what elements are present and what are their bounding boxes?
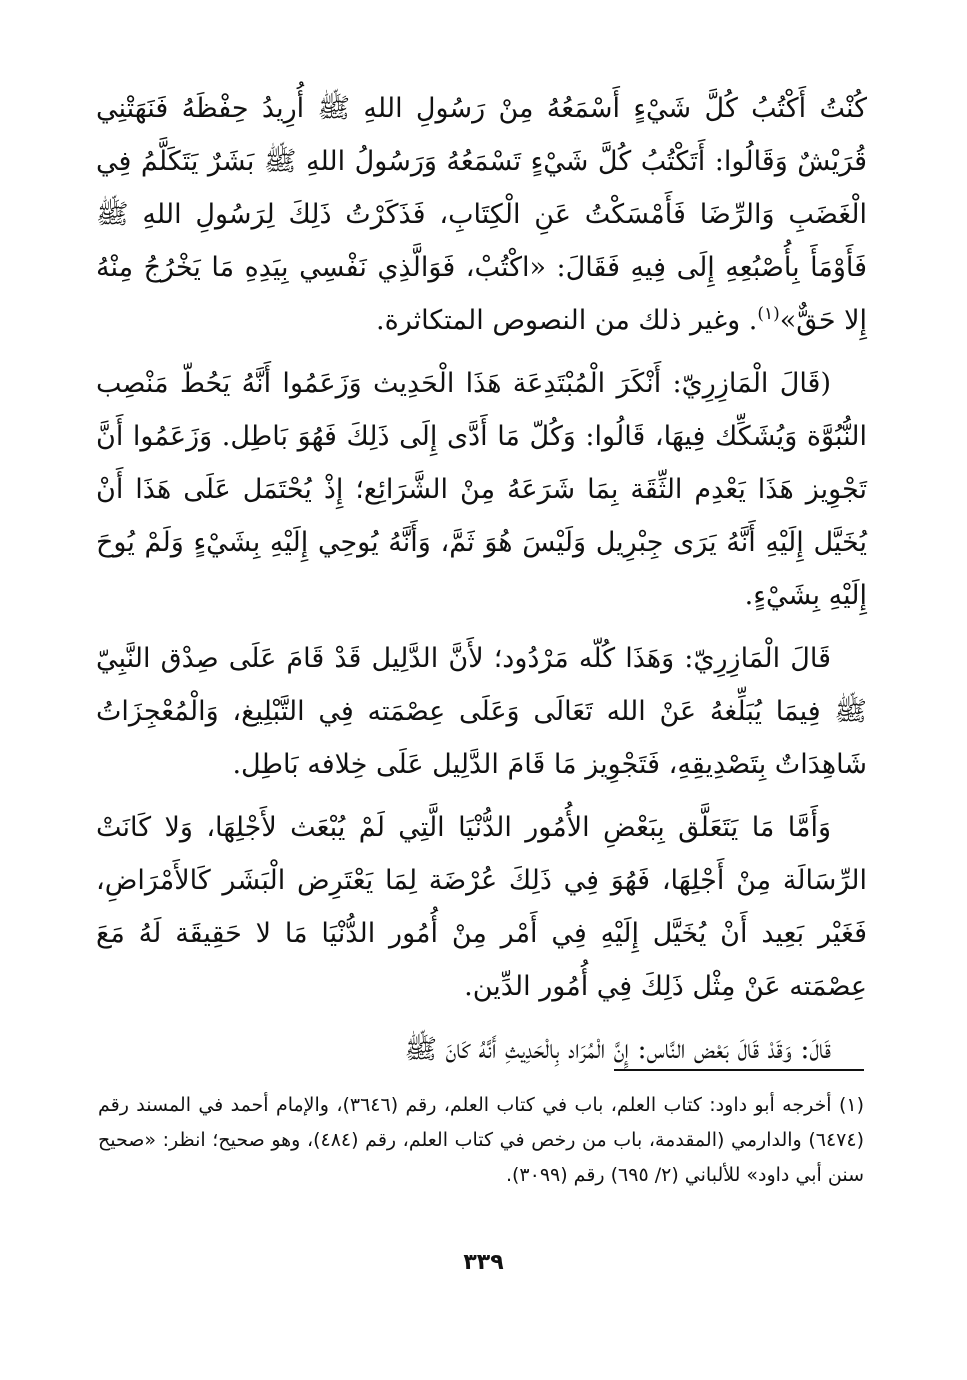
paragraph-4	[96, 801, 867, 1013]
paragraph-5-text: قَالَ: وَقَدْ قَالَ بَعْض النَّاس: إِنَّ الْمُرَاد بِالْحَدِيثِ أَنَّهُ كَانَ ﷺ	[404, 1034, 831, 1065]
paragraph-2-text: (قَالَ الْمَازِرِيّ: أَنْكَرَ الْمُبْتَدِعَة هَذَا الْحَدِيث وَزَعَمُوا أَنَّهُ يَحُطّ مَنْصِب النُّبُوَّة وَيُشَكِّك فِيهَا، قَالُوا: وَكُلّ مَا أَدَّى إِلَى ذَلِكَ فَهُوَ بَاطِل. وَزَعَمُوا أَنَّ تَجْوِيز هَذَا يَعْدِم الثِّقَة بِمَا شَرَعَهُ مِنْ الشَّرَائِع؛ إِذْ يُحْتَمَل عَلَى هَذَا أَنْ يُخَيَّل إِلَيْهِ أَنَّهُ يَرَى جِبْرِيل وَلَيْسَ هُوَ ثَمَّ، وَأَنَّهُ يُوحِي إِلَيْهِ بِشَيْءٍ وَلَمْ يُوحَ إِلَيْهِ بِشَيْءٍ.	[96, 368, 867, 611]
paragraph-3-text: قَالَ الْمَازِرِيّ: وَهَذَا كُلّه مَرْدُود؛ لأَنَّ الدَّلِيل قَدْ قَامَ عَلَى صِدْق النَّبِيّ ﷺ فِيمَا يُبَلِّغهُ عَنْ الله تَعَالَى وَعَلَى عِصْمَته فِي التَّبْلِيغ، وَالْمُعْجِزَاتُ شَاهِدَاتٌ بِتَصْدِيقِهِ، فَتَجْوِيز مَا قَامَ الدَّلِيل عَلَى خِلافه بَاطِل.	[96, 643, 867, 780]
footnote-marker: (١)	[757, 304, 780, 324]
main-text	[96, 82, 867, 1086]
footnotes	[98, 1088, 864, 1193]
footnote-1: (١) أخرجه أبو داود: كتاب العلم، باب في كتاب العلم، رقم (٣٦٤٦)، والإمام أحمد في المسند رقم (٦٤٧٤) والدارمي (المقدمة، باب من رخص في كتاب العلم، رقم (٤٨٤)، وهو صحيح؛ انظر: «صحيح سنن أبي داود» للألباني (٢/ ٦٩٥) رقم (٣٠٩٩).	[98, 1094, 865, 1186]
paragraph-4-text: وَأَمَّا مَا يَتَعَلَّق بِبَعْضِ الأُمُور الدُّنْيَا الَّتِي لَمْ يُبْعَث لأَجْلِهَا، وَلا كَانَتْ الرِّسَالَة مِنْ أَجْلِهَا، فَهُوَ فِي ذَلِكَ عُرْضَة لِمَا يَعْتَرِض الْبَشَر كَالأَمْرَاضِ، فَغَيْر بَعِيد أَنْ يُخَيَّل إِلَيْهِ فِي أَمْر مِنْ أُمُور الدُّنْيَا مَا لا حَقِيقَة لَهُ مَعَ عِصْمَته عَنْ مِثْل ذَلِكَ فِي أُمُور الدِّين.	[96, 812, 867, 1002]
paragraph-1	[96, 82, 867, 347]
page-number: ٣٣٩	[463, 1250, 504, 1275]
paragraph-3	[96, 632, 867, 791]
paragraph-1-tail: . وغير ذلك من النصوص المتكاثرة.	[375, 305, 758, 336]
paragraph-2	[96, 357, 867, 622]
paragraph-1-text: كُنْتُ أَكْتُبُ كُلَّ شَيْءٍ أَسْمَعُهُ مِنْ رَسُولِ اللهِ ﷺ أُرِيدُ حِفْظَهُ فَنَهَتْنِي قُرَيْشٌ وَقَالُوا: أَتَكْتُبُ كُلَّ شَيْءٍ تَسْمَعُهُ وَرَسُولُ اللهِ ﷺ بَشَرٌ يَتَكَلَّمُ فِي الْغَضَبِ وَالرِّضَا فَأَمْسَكْتُ عَنِ الْكِتَابِ، فَذَكَرْتُ ذَلِكَ لِرَسُولِ اللهِ ﷺ فَأَوْمَأَ بِأُصْبُعِهِ إِلَى فِيهِ فَقَالَ: «اكْتُبْ، فَوَالَّذِي نَفْسِي بِيَدِهِ مَا يَخْرُجُ مِنْهُ إِلا حَقٌّ»	[96, 93, 867, 336]
footnote-divider	[614, 1069, 864, 1071]
